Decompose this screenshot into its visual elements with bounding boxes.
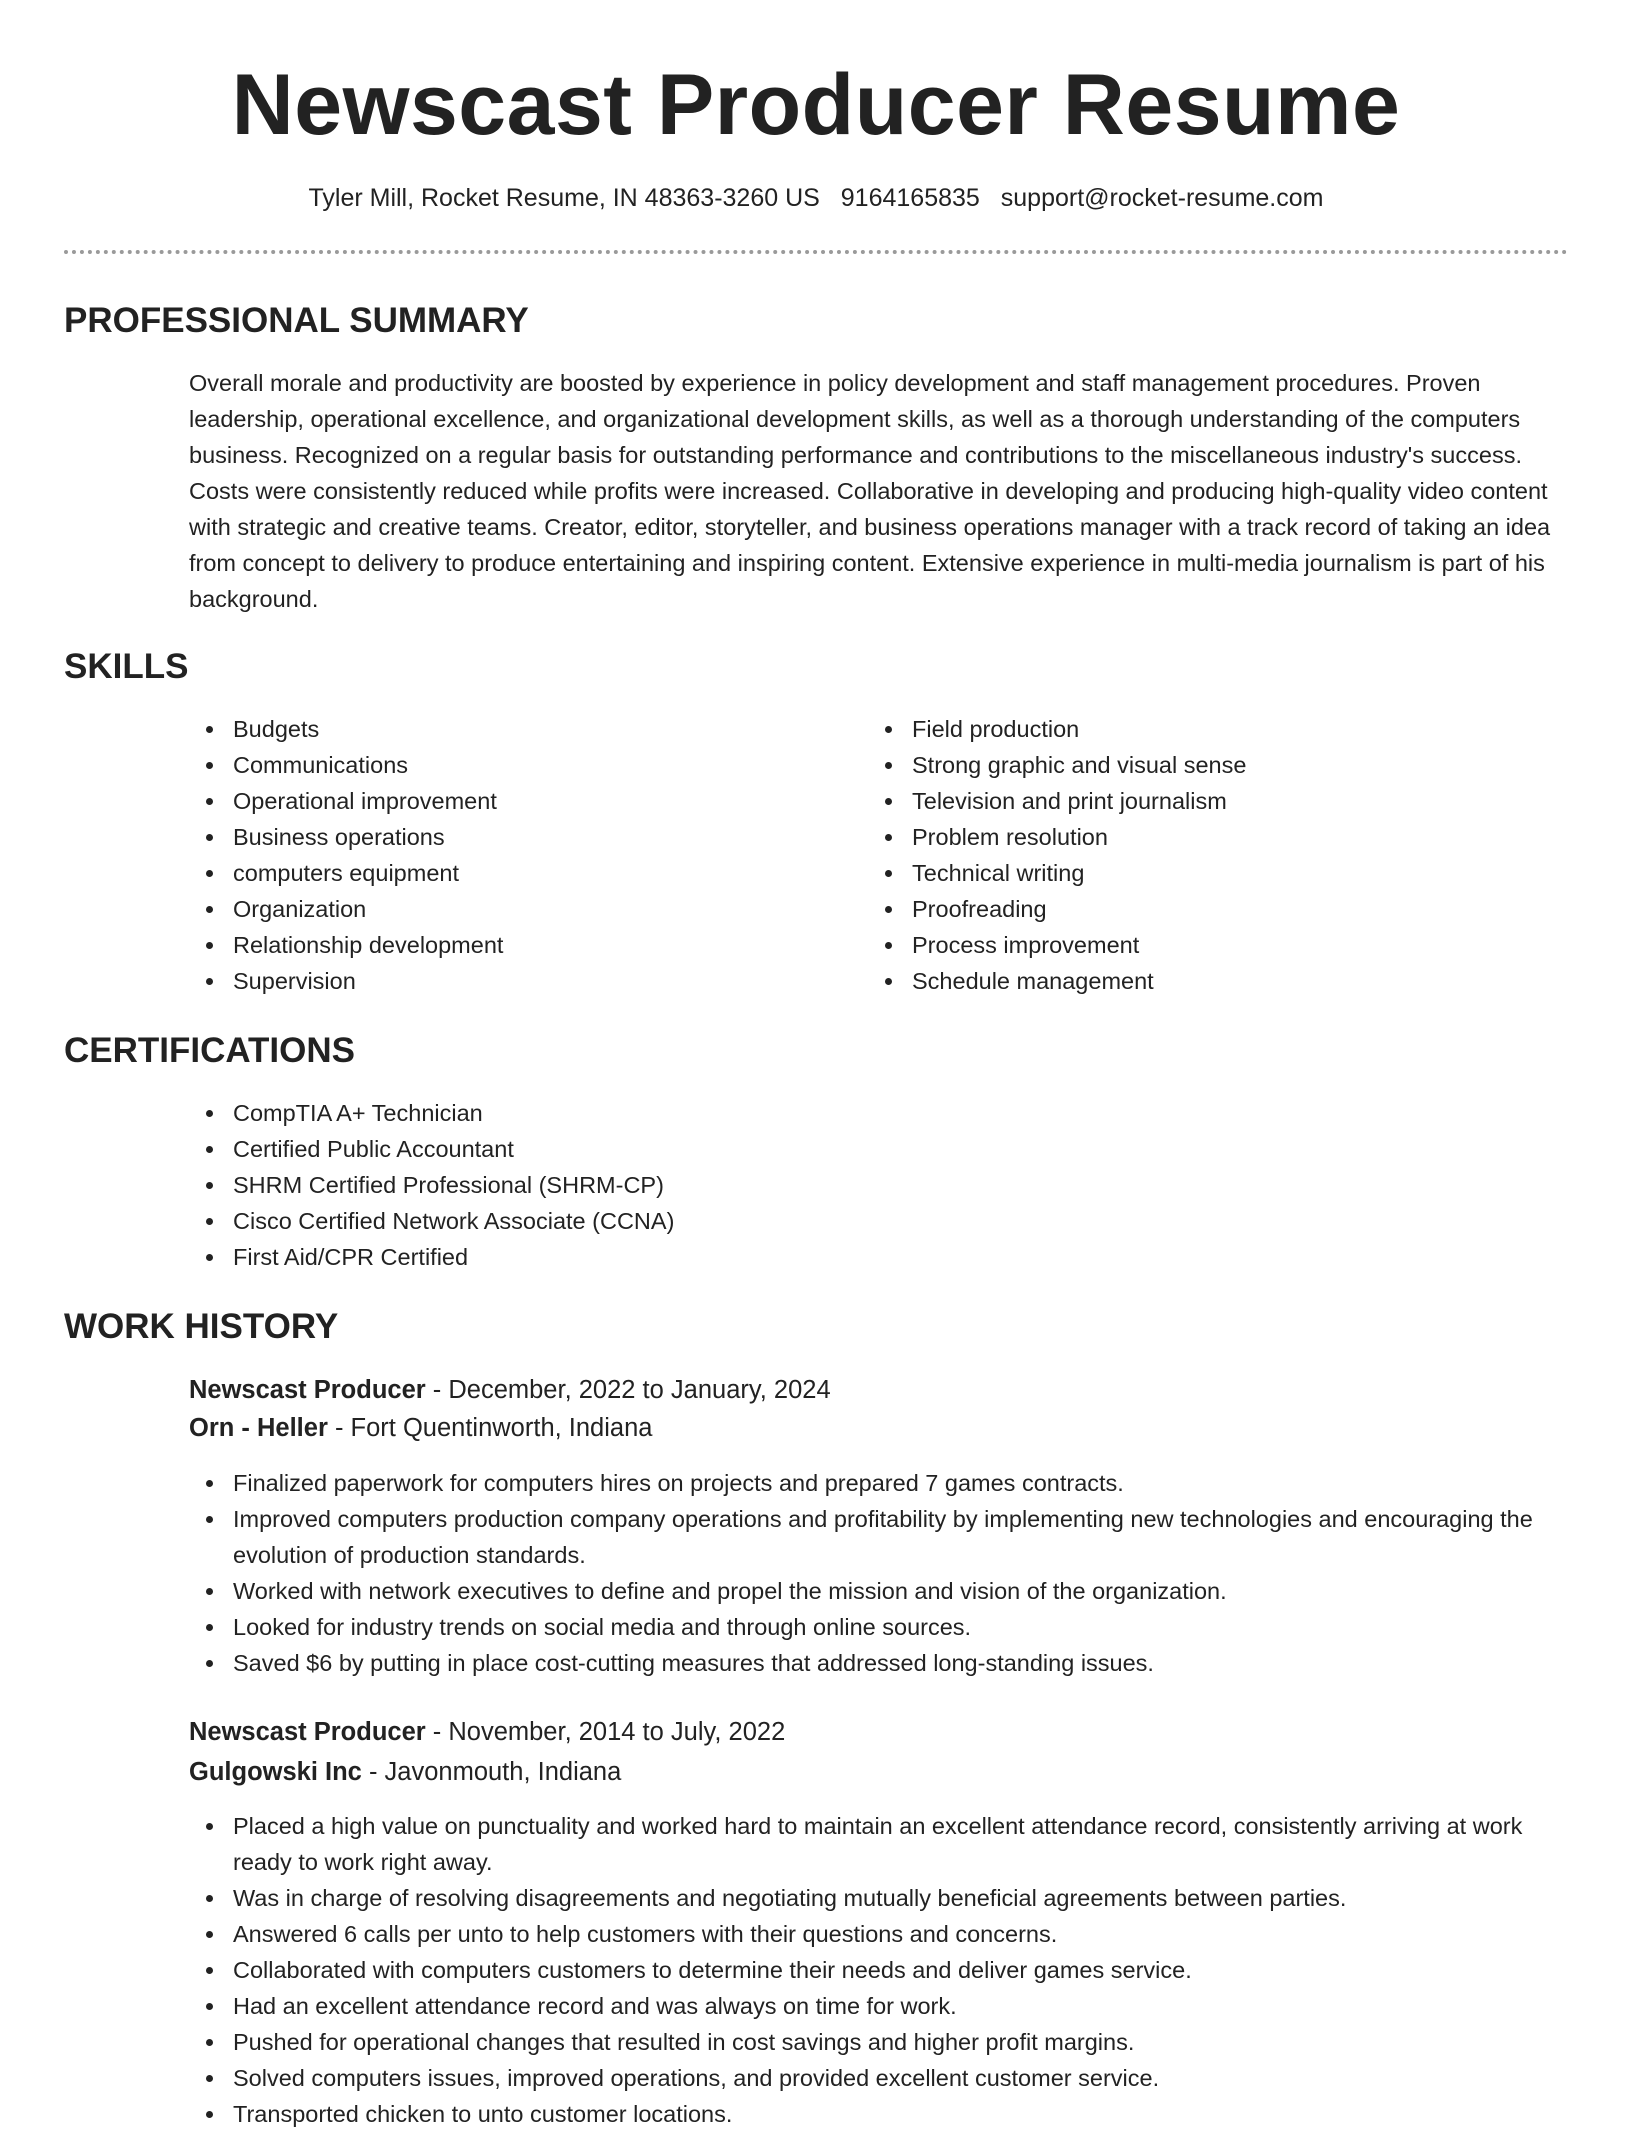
list-item: Technical writing [868, 855, 1528, 891]
job-2-dates: - November, 2014 to July, 2022 [425, 1718, 786, 1746]
job-2-role: Newscast Producer [189, 1718, 426, 1746]
job-2-title-line [189, 1714, 785, 1750]
list-item: Improved computers production company operations and profitability by implementing new technologies and encouraging the evolution of production standards. [189, 1501, 1569, 1573]
list-item: Operational improvement [189, 783, 849, 819]
list-item: Proofreading [868, 891, 1528, 927]
job-2-company-line [189, 1754, 621, 1790]
list-item: SHRM Certified Professional (SHRM-CP) [189, 1167, 1569, 1203]
list-item: Collaborated with computers customers to determine their needs and deliver games service. [189, 1952, 1569, 1988]
resume-title: Newscast Producer Resume [231, 57, 1401, 153]
job-1-dates: - December, 2022 to January, 2024 [425, 1376, 831, 1404]
list-item: Cisco Certified Network Associate (CCNA) [189, 1203, 1569, 1239]
skills-heading: SKILLS [64, 647, 189, 686]
list-item: Schedule management [868, 963, 1528, 999]
list-item: Worked with network executives to define and propel the mission and vision of the organization. [189, 1573, 1569, 1609]
list-item: Relationship development [189, 927, 849, 963]
work-history-heading: WORK HISTORY [64, 1307, 339, 1346]
skills-list-right [868, 711, 1528, 999]
summary-heading: PROFESSIONAL SUMMARY [64, 301, 529, 340]
list-item: Had an excellent attendance record and was always on time for work. [189, 1988, 1569, 2024]
contact-phone: 9164165835 [840, 184, 980, 212]
list-item: Saved $6 by putting in place cost-cutting measures that addressed long-standing issues. [189, 1645, 1569, 1681]
contact-line [0, 180, 1632, 216]
list-item: Television and print journalism [868, 783, 1528, 819]
list-item: Was in charge of resolving disagreements and negotiating mutually beneficial agreements between parties. [189, 1880, 1569, 1916]
list-item: Business operations [189, 819, 849, 855]
list-item: Finalized paperwork for computers hires on projects and prepared 7 games contracts. [189, 1465, 1569, 1501]
contact-address: Tyler Mill, Rocket Resume, IN 48363-3260 US [308, 184, 820, 212]
list-item: Looked for industry trends on social media and through online sources. [189, 1609, 1569, 1645]
list-item: Communications [189, 747, 849, 783]
list-item: Problem resolution [868, 819, 1528, 855]
skills-list-left [189, 711, 849, 999]
list-item: Solved computers issues, improved operations, and provided excellent customer service. [189, 2060, 1569, 2096]
list-item: Supervision [189, 963, 849, 999]
list-item: Strong graphic and visual sense [868, 747, 1528, 783]
contact-email: support@rocket-resume.com [1000, 184, 1324, 212]
job-1-title-line [189, 1372, 831, 1408]
list-item: Certified Public Accountant [189, 1131, 1569, 1167]
list-item: First Aid/CPR Certified [189, 1239, 1569, 1275]
job-1-location: - Fort Quentinworth, Indiana [327, 1414, 653, 1442]
job-1-company-line [189, 1410, 652, 1446]
certifications-heading: CERTIFICATIONS [64, 1031, 356, 1070]
header-divider [64, 250, 1568, 254]
job-2-location: - Javonmouth, Indiana [361, 1758, 622, 1786]
certifications-list [189, 1095, 1569, 1275]
list-item: CompTIA A+ Technician [189, 1095, 1569, 1131]
list-item: computers equipment [189, 855, 849, 891]
list-item: Transported chicken to unto customer locations. [189, 2096, 1569, 2132]
list-item: Placed a high value on punctuality and worked hard to maintain an excellent attendance record, consistently arriving at work ready to work right away. [189, 1808, 1569, 1880]
list-item: Organization [189, 891, 849, 927]
job-2-duties [189, 1808, 1569, 2132]
list-item: Budgets [189, 711, 849, 747]
list-item: Answered 6 calls per unto to help customers with their questions and concerns. [189, 1916, 1569, 1952]
job-2-company: Gulgowski Inc [189, 1758, 362, 1786]
list-item: Field production [868, 711, 1528, 747]
job-1-company: Orn - Heller [189, 1414, 328, 1442]
list-item: Pushed for operational changes that resulted in cost savings and higher profit margins. [189, 2024, 1569, 2060]
job-1-duties [189, 1465, 1569, 1681]
job-1-role: Newscast Producer [189, 1376, 426, 1404]
list-item: Process improvement [868, 927, 1528, 963]
summary-text: Overall morale and productivity are boosted by experience in policy development and staff management procedures. Proven leadership, operational excellence, and organizational development skills, as well as a thorough understanding of the computers business. Recognized on a regular basis for outstanding performance and contributions to the miscellaneous industry's success. Costs were consistently reduced while profits were increased. Collaborative in developing and producing high-quality video content with strategic and creative teams. Creator, editor, storyteller, and business operations manager with a track record of taking an idea from concept to delivery to produce entertaining and inspiring content. Extensive experience in multi-media journalism is part of his background. [189, 370, 1551, 612]
